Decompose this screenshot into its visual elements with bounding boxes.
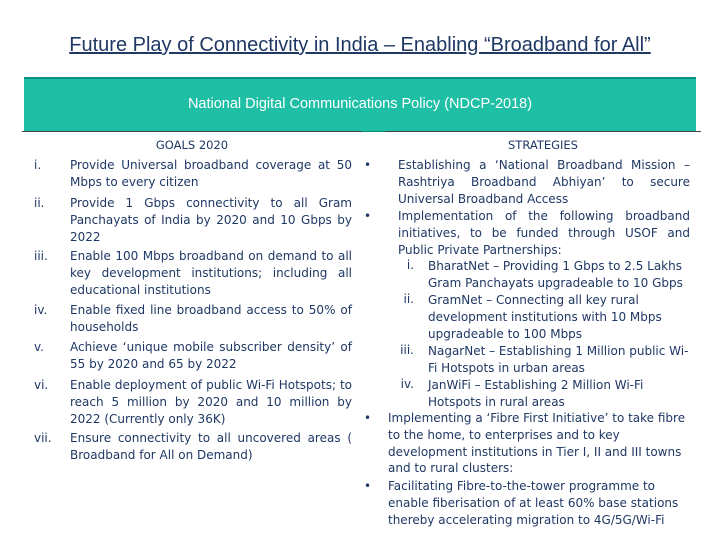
goal-text: Enable fixed line broadband access to 50% of households: [70, 303, 352, 334]
sub-number: iii.: [400, 343, 414, 357]
policy-banner: National Digital Communications Policy (NDCP-2018): [24, 77, 696, 132]
goal-number: v.: [34, 340, 44, 354]
bullet-marker: •: [364, 479, 372, 493]
bullet-marker: •: [364, 158, 372, 172]
page-title: Future Play of Connectivity in India – Enabling “Broadband for All”: [69, 34, 651, 56]
goals-heading: GOALS 2020: [22, 131, 362, 154]
goal-text: Ensure connectivity to all uncovered areas ( Broadband for All on Demand): [70, 431, 352, 462]
goal-number: vi.: [34, 378, 49, 392]
sub-item: JanWiFi – Establishing 2 Million Wi-Fi Hotspots in rural areas: [428, 378, 644, 409]
bullet-marker: •: [364, 209, 372, 223]
strategy-item: Implementation of the following broadband initiatives, to be funded through USOF and Public Private Partnerships:: [398, 209, 690, 257]
strategy-item: Facilitating Fibre-to-the-tower programme to enable fiberisation of at least 60% base stations thereby accelerating migration to 4G/5G/Wi-Fi: [388, 479, 679, 527]
goal-text: Enable 100 Mbps broadband on demand to all key development institutions; including all educational institutions: [70, 249, 352, 297]
sub-number: i.: [406, 258, 414, 272]
goal-number: i.: [34, 158, 42, 172]
bullet-marker: •: [364, 411, 372, 425]
goal-text: Provide 1 Gbps connectivity to all Gram Panchayats of India by 2020 and 10 Gbps by 2022: [70, 196, 352, 244]
goal-number: iii.: [34, 249, 48, 263]
sub-item: BharatNet – Providing 1 Gbps to 2.5 Lakhs Gram Panchayats upgradeable to 10 Gbps: [428, 259, 683, 290]
sub-number: ii.: [403, 292, 414, 306]
strategy-item: Establishing a ‘National Broadband Mission – Rashtriya Broadband Abhiyan’ to secure Universal Broadband Access: [398, 158, 690, 206]
goal-text: Achieve ‘unique mobile subscriber density’ of 55 by 2020 and 65 by 2022: [70, 340, 352, 371]
sub-number: iv.: [400, 377, 414, 391]
goal-number: iv.: [34, 303, 48, 317]
sub-item: GramNet – Connecting all key rural development institutions with 10 Mbps upgradeable to 100 Mbps: [428, 293, 662, 341]
goal-text: Enable deployment of public Wi-Fi Hotspots; to reach 5 million by 2020 and 10 million by 2022 (Currently only 36K): [70, 378, 352, 426]
strategy-item: Implementing a ‘Fibre First Initiative’ to take fibre to the home, to enterprises and to key development institutions in Tier I, II and III towns and to rural clusters:: [388, 411, 686, 476]
goal-number: vii.: [34, 431, 52, 445]
strategies-heading: STRATEGIES: [385, 131, 701, 154]
goal-text: Provide Universal broadband coverage at 50 Mbps to every citizen: [70, 158, 352, 189]
goal-number: ii.: [34, 196, 45, 210]
sub-item: NagarNet – Establishing 1 Million public Wi-Fi Hotspots in urban areas: [428, 344, 689, 375]
